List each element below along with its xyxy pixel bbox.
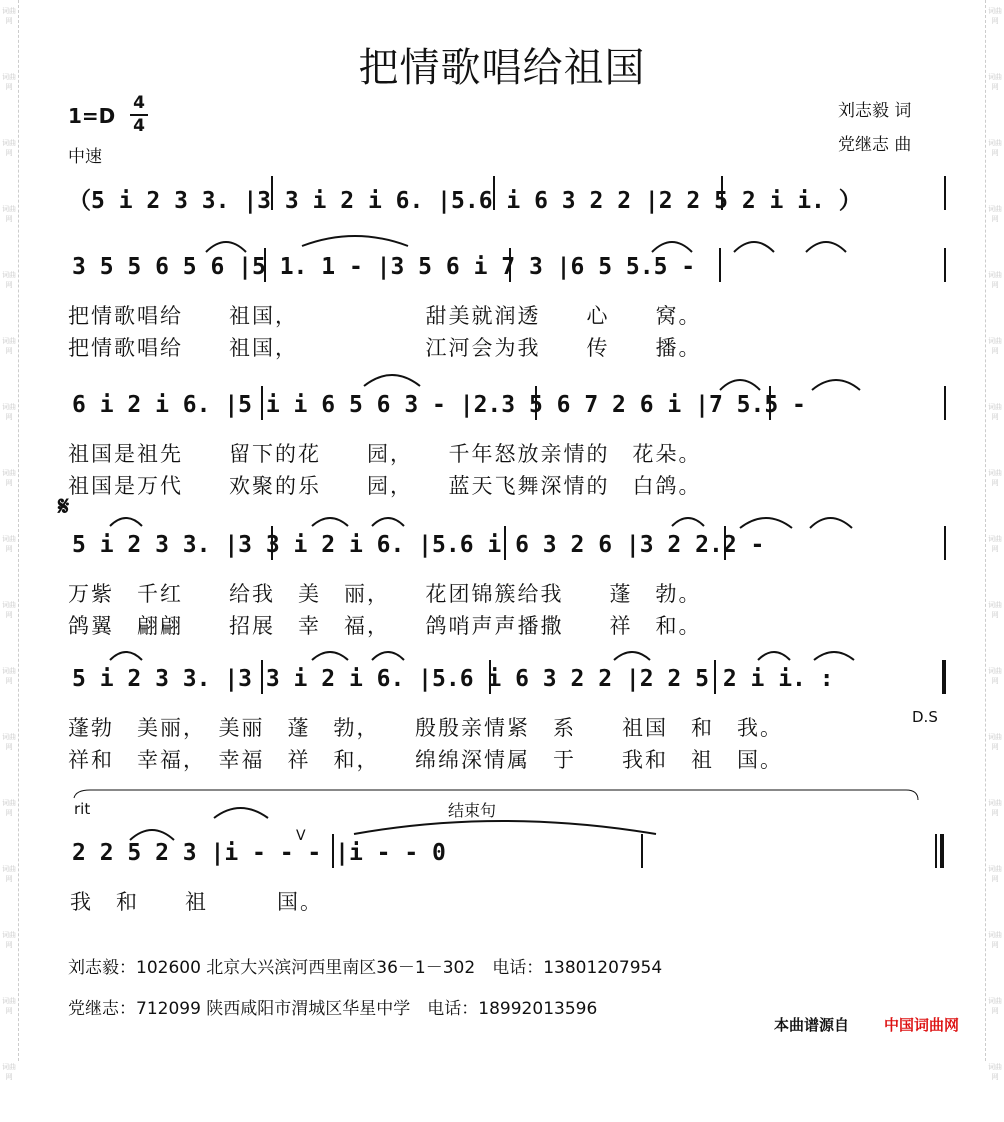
notation-row-5: 5 i 2 3 3. |3 3 i 2 i 6. |5.6 i 6 3 2 2 |2 2 5 2 i i. : [72,666,834,692]
lyric-row-5-verse-2: 祥和 幸福， 幸福 祥 和， 绵绵深情属 于 我和 祖 国。 [68,748,783,772]
lyric-row-3-verse-1: 祖国是祖先 留下的花 园， 千年怒放亲情的 花朵。 [68,442,702,466]
lyric-row-3-verse-2: 祖国是万代 欢聚的乐 园， 蓝天飞舞深情的 白鸽。 [68,474,702,498]
source-label: 本曲谱源自 [774,1016,850,1034]
ritardando-mark: rit [74,800,91,818]
notation-row-3: 6 i 2 i 6. |5 i i 6 5 6 3 - |2.3 5 6 7 2 6 i |7 5.5 - [72,392,806,418]
footer-composer-address: 党继志：712099 陕西咸阳市渭城区华星中学 电话：18992013596 [68,999,598,1019]
notation-row-6: 2 2 5 2 3 |i - - - |i - - 0 [72,840,446,866]
lyric-row-4-verse-2: 鸽翼 翩翩 招展 幸 福， 鸽哨声声播撒 祥 和。 [68,614,702,638]
notation-row-1: （5 i 2 3 3. |3 3 i 2 i 6. |5.6 i 6 3 2 2 |2 2 5 2 i i. ） [68,188,862,214]
breath-mark: V [296,828,306,844]
da-segno-mark: D.S [912,708,938,726]
time-signature-bottom: 4 [133,116,145,136]
composer-credit: 党继志 曲 [838,135,912,155]
source-site: 中国词曲网 [884,1016,960,1034]
song-title: 把情歌唱给祖国 [358,45,646,91]
notation-row-2: 3 5 5 6 5 6 |5 1. 1 - |3 5 6 i 7 3 |6 5 5.5 - [72,254,696,280]
notation-row-4: 5 i 2 3 3. |3 3 i 2 i 6. |5.6 i 6 3 2 6 |3 2 2.2 - [72,532,765,558]
ending-label: 结束句 [448,801,497,820]
time-signature-top: 4 [133,93,145,113]
lyricist-credit: 刘志毅 词 [838,101,912,121]
segno-sign: 𝄋 [58,492,70,522]
left-watermark-strip: 词曲网 词曲网 词曲网 词曲网 词曲网 词曲网 词曲网 词曲网 词曲网 词曲网 词曲网 词曲网 词曲网 词曲网 词曲网 词曲网 词曲网 [0,0,19,1061]
lyric-row-2-verse-2: 把情歌唱给 祖国， 江河会为我 传 播。 [68,336,702,360]
key-signature: 1=D [68,104,116,128]
lyric-row-2-verse-1: 把情歌唱给 祖国， 甜美就润透 心 窝。 [68,304,702,328]
lyric-row-5-verse-1: 蓬勃 美丽， 美丽 蓬 勃， 殷殷亲情紧 系 祖国 和 我。 [68,716,783,740]
footer-lyricist-address: 刘志毅：102600 北京大兴滨河西里南区36－1－302 电话：13801207954 [68,958,663,978]
lyric-row-4-verse-1: 万紫 千红 给我 美 丽， 花团锦簇给我 蓬 勃。 [68,582,702,606]
tempo-marking: 中速 [68,147,102,167]
lyric-row-6: 我 和 祖 国。 [70,890,323,914]
right-watermark-strip: 词曲网 词曲网 词曲网 词曲网 词曲网 词曲网 词曲网 词曲网 词曲网 词曲网 词曲网 词曲网 词曲网 词曲网 词曲网 词曲网 词曲网 [985,0,1004,1061]
